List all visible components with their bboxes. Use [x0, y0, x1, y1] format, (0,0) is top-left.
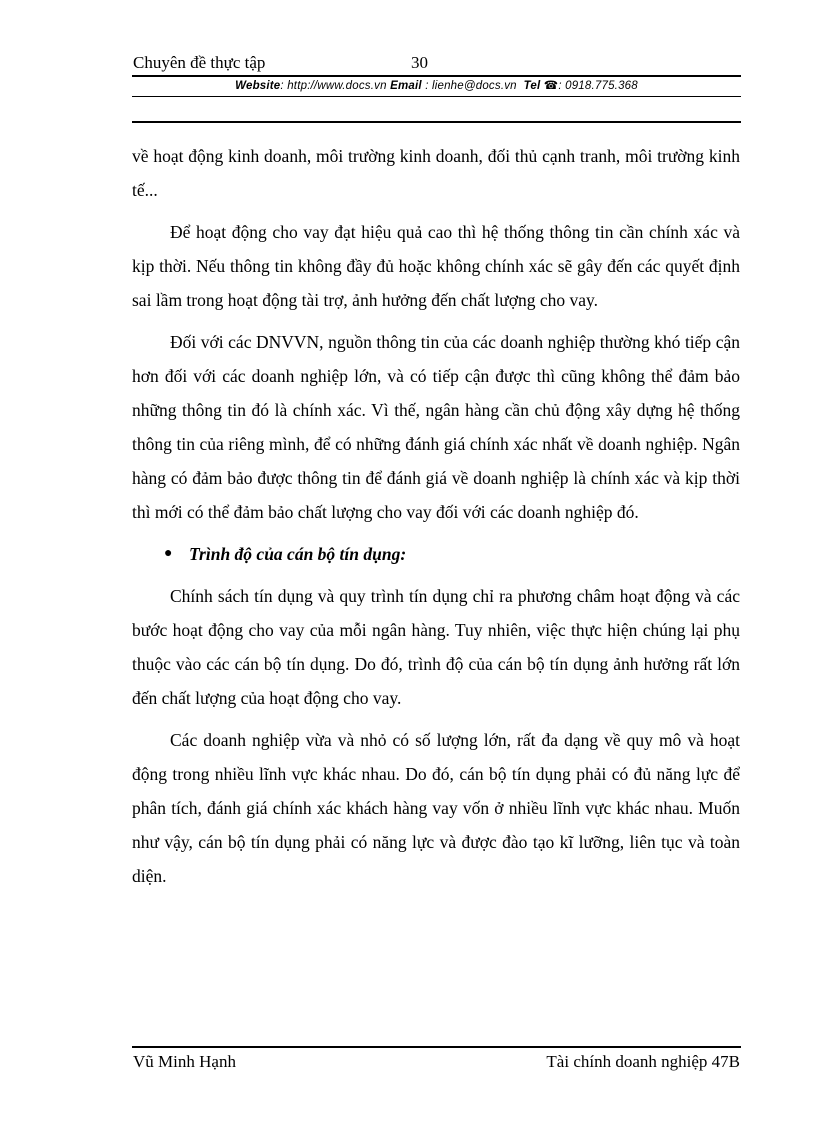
tel-label: Tel — [523, 80, 541, 92]
website-label: Website — [235, 80, 281, 92]
bullet-heading-text: Trình độ của cán bộ tín dụng: — [189, 544, 407, 564]
bullet-icon: ● — [164, 546, 173, 561]
header-title: Chuyên đề thực tập — [133, 53, 266, 72]
email-label: Email — [390, 80, 422, 92]
footer-rule — [132, 1046, 741, 1048]
paragraph-1: về hoạt động kinh doanh, môi trường kinh doanh, đối thủ cạnh tranh, môi trường kinh tế... — [132, 146, 740, 200]
page-number: 30 — [411, 53, 428, 72]
phone-icon: ☎ — [543, 80, 559, 92]
header-rule-top — [132, 75, 741, 77]
header-rule-middle — [132, 96, 741, 97]
paragraph-2: Để hoạt động cho vay đạt hiệu quả cao thì hệ thống thông tin cần chính xác và kịp thời. Nếu thông tin không đầy đủ hoặc không chính xác sẽ gây đến các quyết định sai lầm trong hoạt động tài trợ, ảnh hưởng đến chất lượng cho vay. — [132, 222, 740, 310]
paragraph-3: Đối với các DNVVN, nguồn thông tin của các doanh nghiệp thường khó tiếp cận hơn đối với các doanh nghiệp lớn, và có tiếp cận được thì cũng không thể đảm bảo những thông tin đó là chính xác. Vì thế, ngân hàng cần chủ động xây dựng hệ thống thông tin của riêng mình, để có những đánh giá chính xác nhất về doanh nghiệp. Ngân hàng có đảm bảo được thông tin để đánh giá về doanh nghiệp là chính xác và kịp thời thì mới có thể đảm bảo chất lượng cho vay đối với các doanh nghiệp đó. — [132, 332, 740, 522]
header-contact — [132, 78, 741, 94]
bullet-heading — [132, 537, 740, 571]
paragraph-5: Các doanh nghiệp vừa và nhỏ có số lượng lớn, rất đa dạng về quy mô và hoạt động trong nhiều lĩnh vực khác nhau. Do đó, cán bộ tín dụng phải có đủ năng lực để phân tích, đánh giá chính xác khách hàng vay vốn ở nhiều lĩnh vực khác nhau. Muốn như vậy, cán bộ tín dụng phải có năng lực và được đào tạo kĩ lưỡng, liên tục và toàn diện. — [132, 730, 740, 886]
document-body — [132, 139, 740, 901]
website-value: : http://www.docs.vn — [280, 80, 387, 92]
email-value: : lienhe@docs.vn — [425, 80, 517, 92]
paragraph-4: Chính sách tín dụng và quy trình tín dụng chỉ ra phương châm hoạt động và các bước hoạt động cho vay của mỗi ngân hàng. Tuy nhiên, việc thực hiện chúng lại phụ thuộc vào các cán bộ tín dụng. Do đó, trình độ của cán bộ tín dụng ảnh hưởng rất lớn đến chất lượng của hoạt động cho vay. — [132, 586, 740, 708]
footer-class: Tài chính doanh nghiệp 47B — [546, 1052, 740, 1071]
footer-author: Vũ Minh Hạnh — [133, 1052, 236, 1071]
tel-value: : 0918.775.368 — [558, 80, 638, 92]
header-rule-bottom — [132, 121, 741, 123]
